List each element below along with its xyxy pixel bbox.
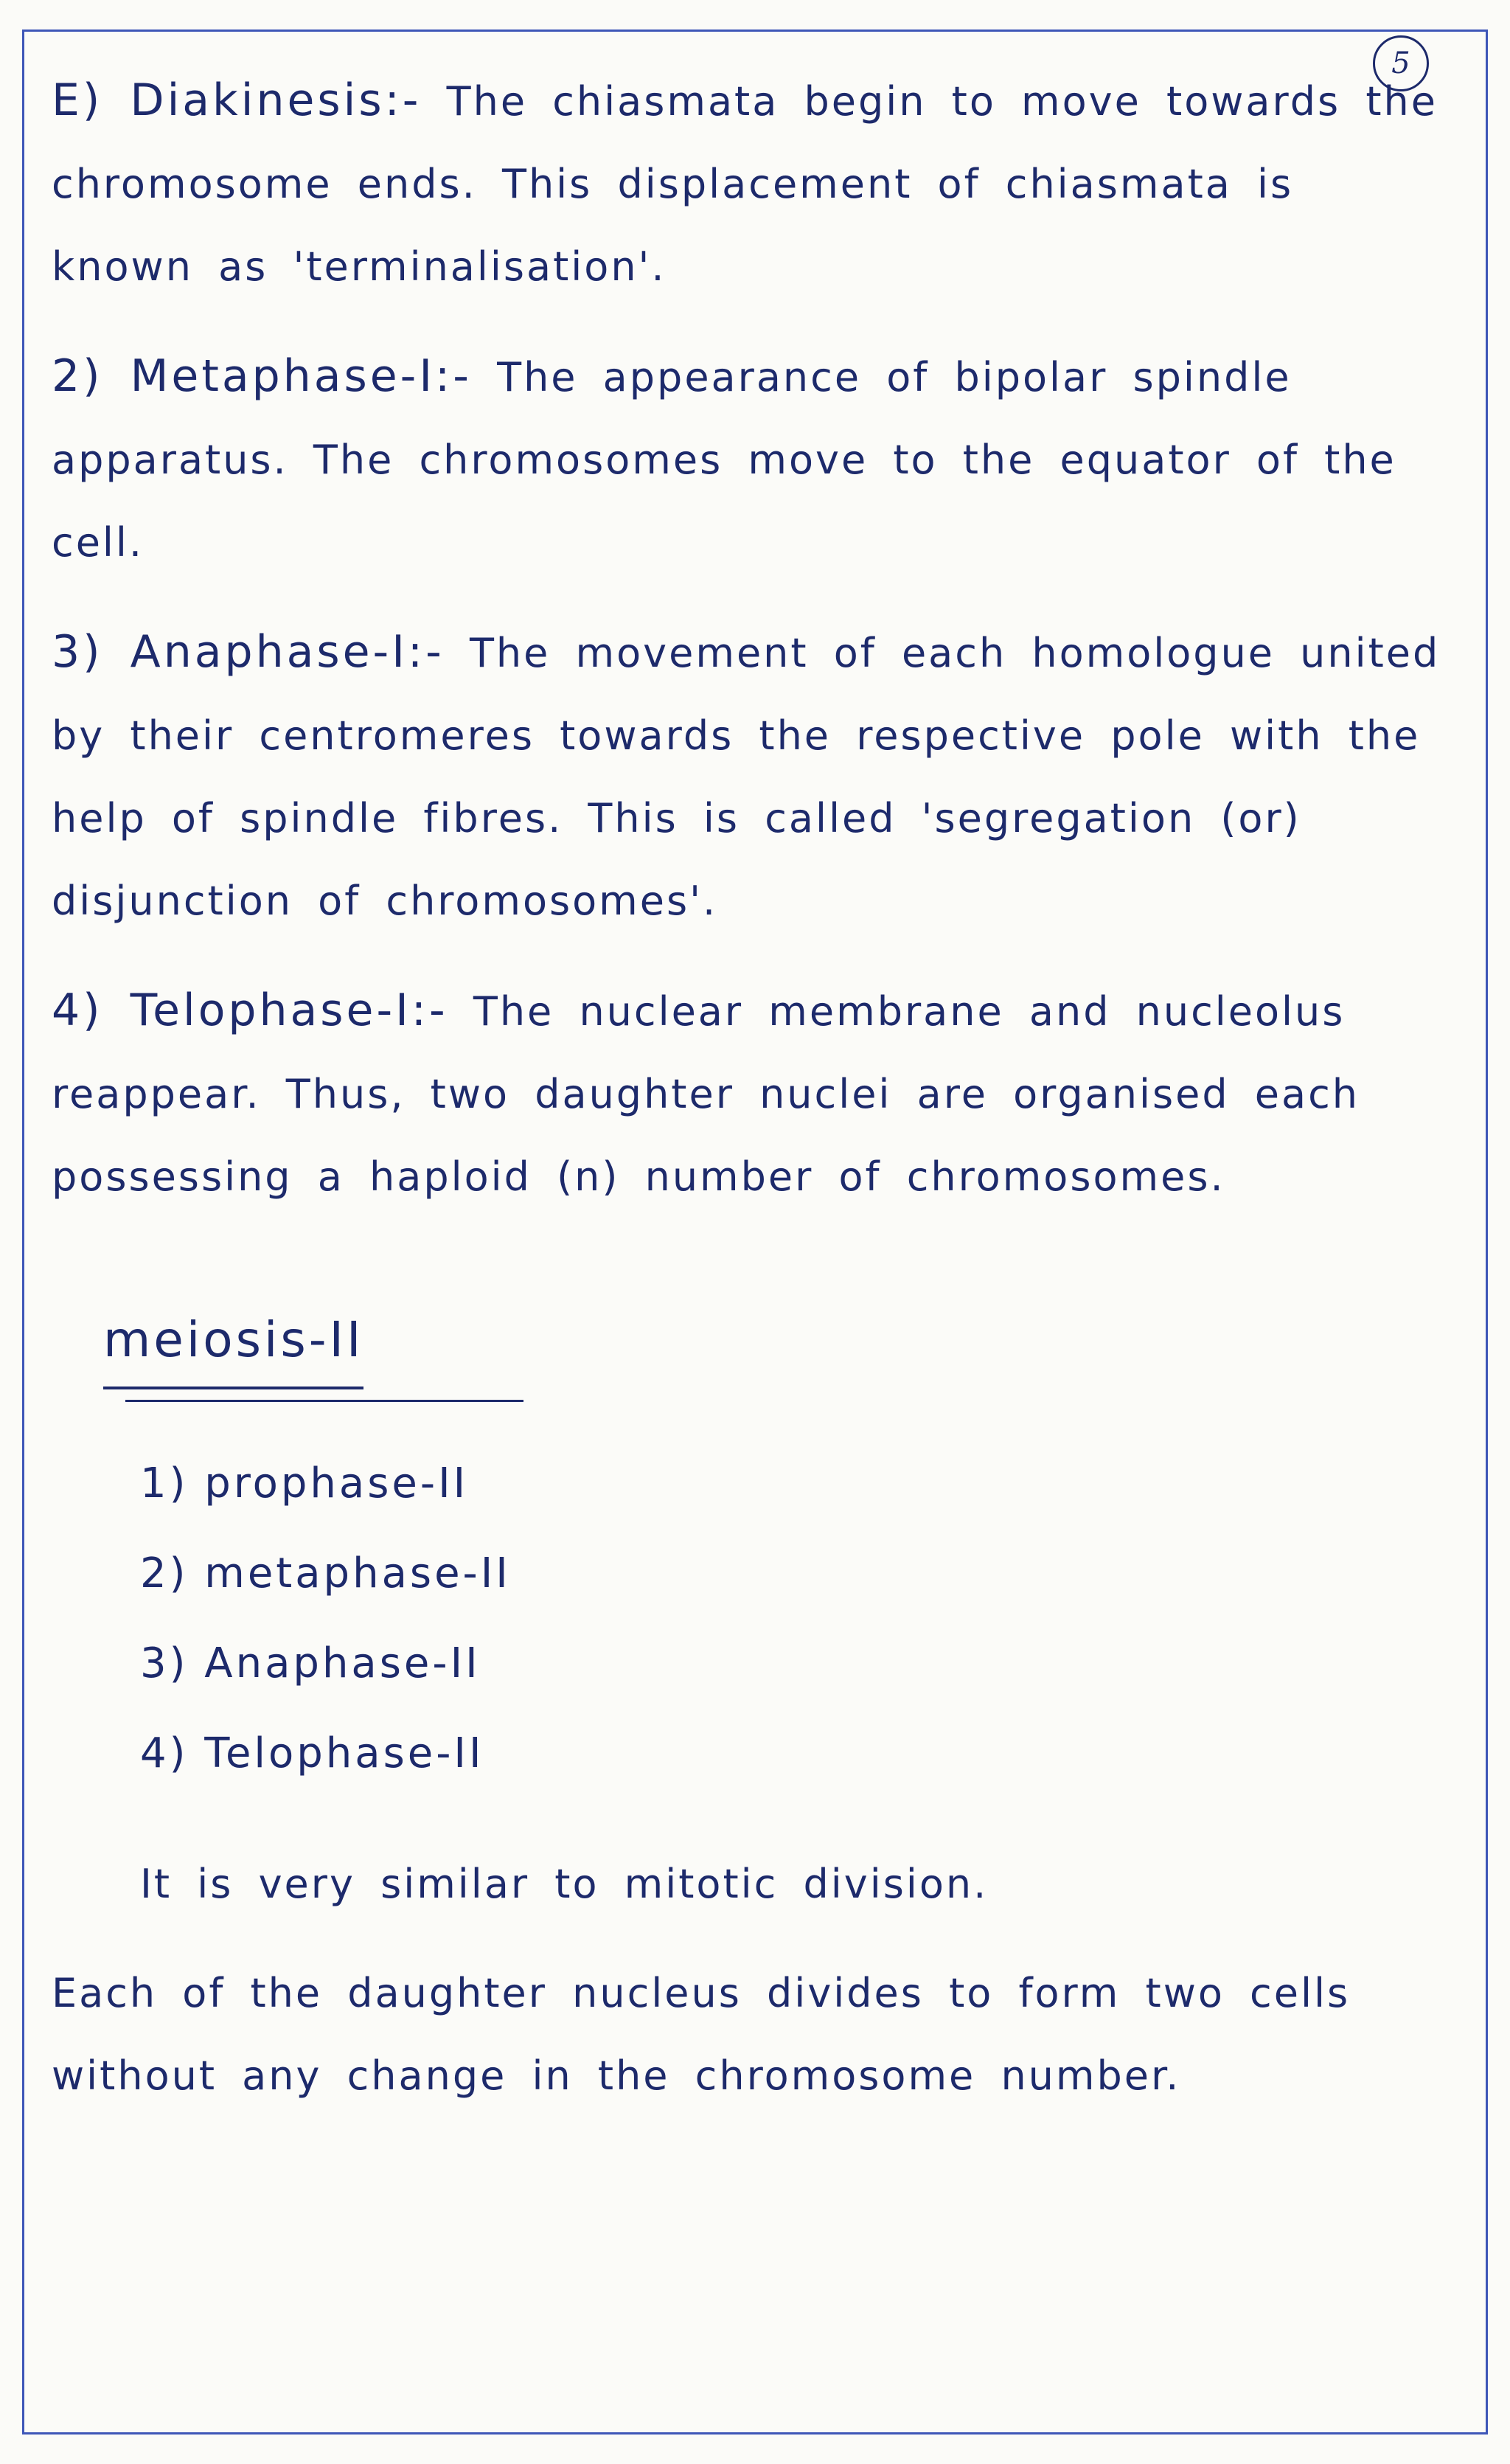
meiosis2-title: meiosis-II — [103, 1307, 363, 1389]
anaphase1-text: The movement of each homologue united by their centromeres towards the respective pole with the help of spindle fibres. This is called 'segregation (or) disjunction of chromosomes'. — [52, 630, 1441, 924]
page-border-bottom — [22, 2432, 1488, 2434]
list-item: 1) prophase-II — [140, 1460, 469, 1507]
metaphase1-heading: 2) Metaphase-I:- — [52, 350, 472, 402]
telophase1-paragraph — [52, 969, 1452, 1218]
page-border-left — [22, 30, 24, 2434]
anaphase1-paragraph — [52, 611, 1452, 943]
similar-statement: It is very similar to mitotic division. — [140, 1861, 989, 1907]
list-item: 3) Anaphase-II — [140, 1639, 481, 1687]
page-border-right — [1486, 30, 1488, 2434]
meiosis2-phase-list — [140, 1439, 1452, 1799]
diakinesis-text: The chiasmata begin to move towards the chromosome ends. This displacement of chiasmata is known as 'terminalisation'. — [52, 78, 1438, 290]
page-border-top — [22, 30, 1488, 32]
diakinesis-heading: E) Diakinesis:- — [52, 74, 422, 126]
page-number: 5 — [1373, 35, 1429, 91]
diakinesis-paragraph — [52, 59, 1452, 308]
notes-content — [52, 59, 1452, 2117]
list-item: 2) metaphase-II — [140, 1549, 511, 1597]
title-double-underline — [125, 1400, 523, 1402]
metaphase1-text: The appearance of bipolar spindle apparatus. The chromosomes move to the equator of the cell. — [52, 354, 1396, 566]
metaphase1-paragraph — [52, 335, 1452, 584]
daughter-nucleus-statement: Each of the daughter nucleus divides to form two cells without any change in the chromosome number. — [52, 1970, 1351, 2099]
anaphase1-heading: 3) Anaphase-I:- — [52, 626, 445, 678]
telophase1-text: The nuclear membrane and nucleolus reappear. Thus, two daughter nuclei are organised each possessing a haploid (n) number of chromosomes. — [52, 988, 1360, 1200]
telophase1-heading: 4) Telophase-I:- — [52, 985, 448, 1036]
list-item: 4) Telophase-II — [140, 1729, 484, 1777]
